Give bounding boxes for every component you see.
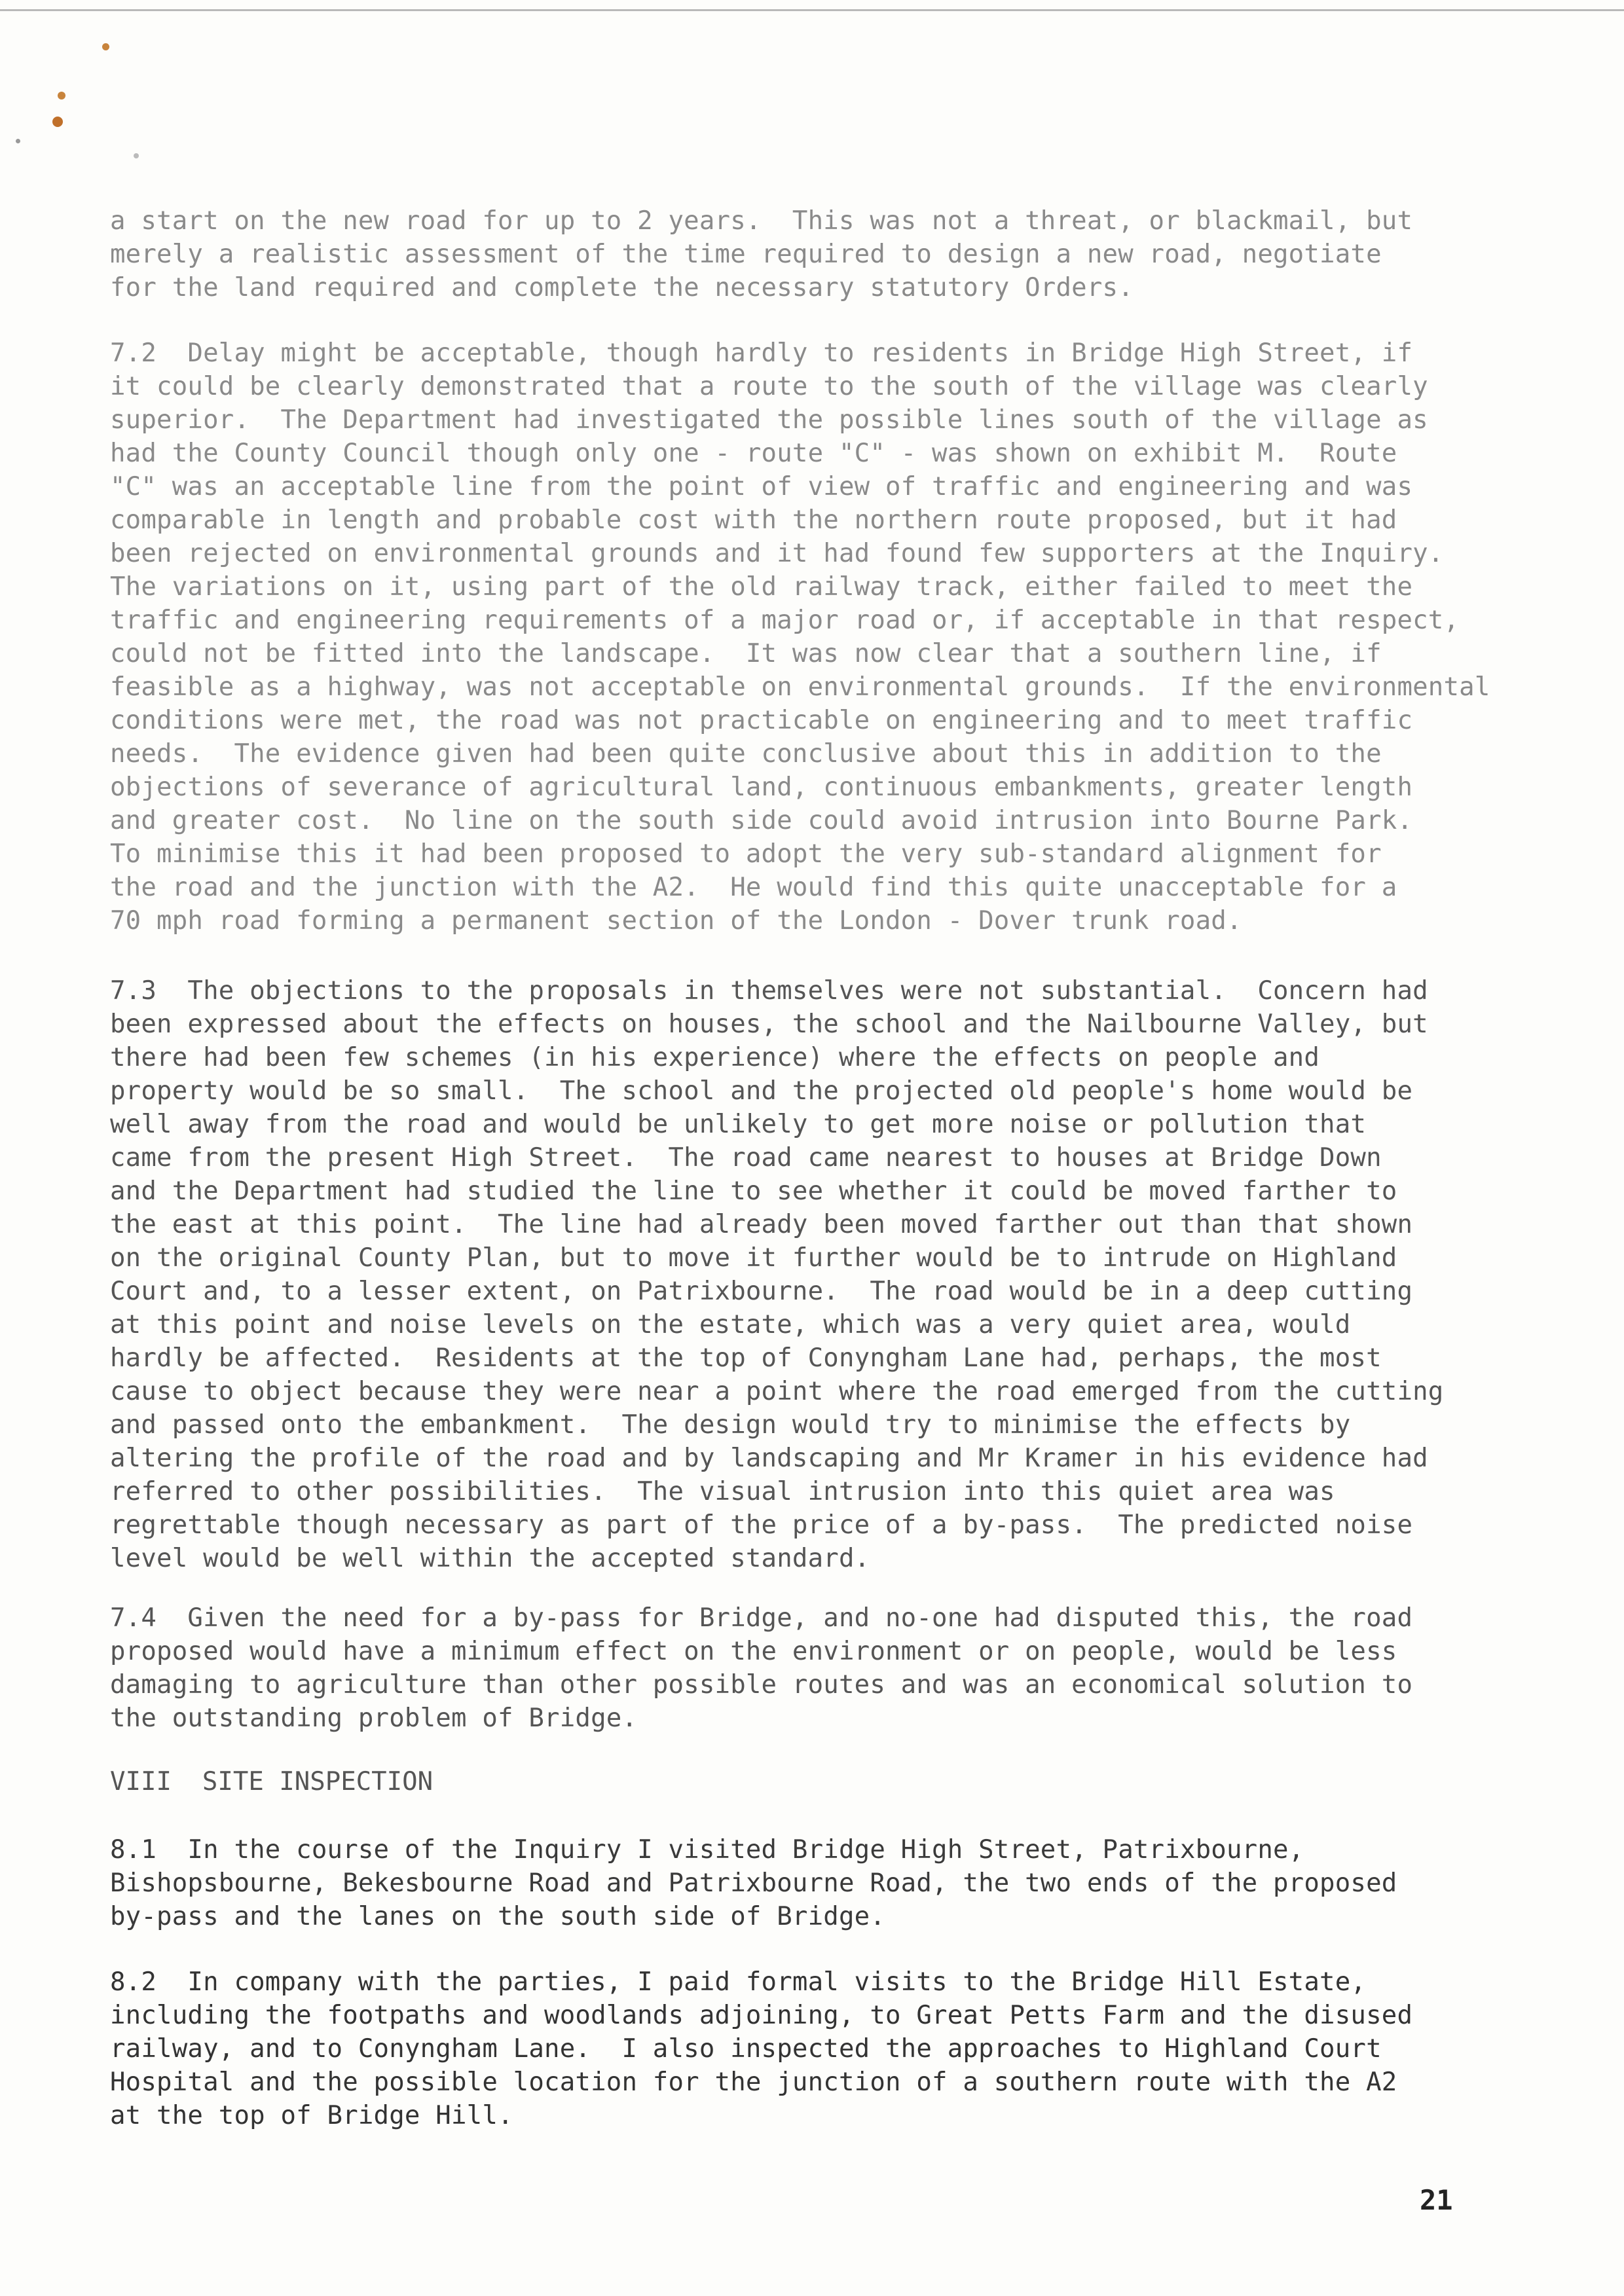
text-line: there had been few schemes (in his experience) where the effects on people and (110, 1043, 1320, 1072)
text-line: altering the profile of the road and by landscaping and Mr Kramer in his evidence had (110, 1444, 1428, 1473)
text-line: The variations on it, using part of the old railway track, either failed to meet the (110, 572, 1413, 602)
text-line: Bishopsbourne, Bekesbourne Road and Patrixbourne Road, the two ends of the proposed (110, 1868, 1397, 1898)
paragraph-7-4 (110, 1601, 1544, 1735)
text-line: well away from the road and would be unlikely to get more noise or pollution that (110, 1110, 1367, 1139)
paragraph-8-1 (110, 1833, 1544, 1933)
text-line: 7.4 Given the need for a by-pass for Bridge, and no-one had disputed this, the road (110, 1603, 1413, 1633)
text-line: by-pass and the lanes on the south side of Bridge. (110, 1902, 885, 1931)
text-line: property would be so small. The school and the projected old people's home would be (110, 1076, 1413, 1106)
text-line: "C" was an acceptable line from the point of view of traffic and engineering and was (110, 472, 1413, 501)
text-line: 7.3 The objections to the proposals in themselves were not substantial. Concern had (110, 976, 1428, 1006)
text-line: been rejected on environmental grounds and it had found few supporters at the Inquiry. (110, 539, 1444, 568)
text-line: had the County Council though only one - route "C" - was shown on exhibit M. Route (110, 439, 1397, 468)
text-line: the road and the junction with the A2. He would find this quite unacceptable for a (110, 873, 1397, 902)
text-line: the east at this point. The line had already been moved farther out than that shown (110, 1210, 1413, 1239)
text-line: feasible as a highway, was not acceptable on environmental grounds. If the environmental (110, 672, 1490, 702)
ink-speck (52, 117, 63, 127)
text-line: 8.2 In company with the parties, I paid formal visits to the Bridge Hill Estate, (110, 1967, 1367, 1997)
text-line: level would be well within the accepted standard. (110, 1544, 870, 1573)
paragraph-8-2 (110, 1965, 1544, 2132)
text-line: came from the present High Street. The road came nearest to houses at Bridge Down (110, 1143, 1382, 1173)
ink-speck (134, 153, 139, 158)
text-line: hardly be affected. Residents at the top of Conyngham Lane had, perhaps, the most (110, 1343, 1382, 1373)
text-line: needs. The evidence given had been quite conclusive about this in addition to the (110, 739, 1382, 769)
ink-speck (102, 43, 109, 50)
text-line: on the original County Plan, but to move it further would be to intrude on Highland (110, 1243, 1397, 1273)
page-number: 21 (1420, 2184, 1453, 2216)
text-line: and greater cost. No line on the south side could avoid intrusion into Bourne Park. (110, 806, 1413, 835)
text-line: regrettable though necessary as part of the price of a by-pass. The predicted noise (110, 1510, 1413, 1540)
text-line: could not be fitted into the landscape. It was now clear that a southern line, if (110, 639, 1382, 668)
text-line: damaging to agriculture than other possible routes and was an economical solution to (110, 1670, 1413, 1700)
text-line: To minimise this it had been proposed to adopt the very sub-standard alignment for (110, 839, 1382, 869)
text-line: traffic and engineering requirements of a major road or, if acceptable in that respect, (110, 606, 1460, 635)
text-line: been expressed about the effects on houses, the school and the Nailbourne Valley, but (110, 1010, 1428, 1039)
text-line: for the land required and complete the necessary statutory Orders. (110, 273, 1134, 302)
ink-speck (16, 139, 20, 143)
text-line: 7.2 Delay might be acceptable, though hardly to residents in Bridge High Street, if (110, 338, 1413, 368)
text-line: a start on the new road for up to 2 years. This was not a threat, or blackmail, but (110, 206, 1413, 236)
text-line: including the footpaths and woodlands adjoining, to Great Petts Farm and the disused (110, 2001, 1413, 2030)
continuation-paragraph (110, 204, 1544, 304)
text-line: Court and, to a lesser extent, on Patrixbourne. The road would be in a deep cutting (110, 1277, 1413, 1306)
section-heading: VIII SITE INSPECTION (110, 1767, 434, 1796)
text-line: and the Department had studied the line to see whether it could be moved farther to (110, 1176, 1397, 1206)
paragraph-7-2 (110, 337, 1544, 938)
paragraph-7-3 (110, 974, 1544, 1575)
text-line: cause to object because they were near a point where the road emerged from the cutting (110, 1377, 1444, 1406)
text-line: proposed would have a minimum effect on the environment or on people, would be less (110, 1637, 1397, 1666)
text-line: it could be clearly demonstrated that a route to the south of the village was clearly (110, 372, 1428, 401)
text-line: superior. The Department had investigated the possible lines south of the village as (110, 405, 1428, 435)
text-line: the outstanding problem of Bridge. (110, 1704, 638, 1733)
text-line: comparable in length and probable cost with the northern route proposed, but it had (110, 505, 1397, 535)
text-line: conditions were met, the road was not practicable on engineering and to meet traffic (110, 706, 1413, 735)
text-line: referred to other possibilities. The visual intrusion into this quiet area was (110, 1477, 1335, 1506)
text-line: merely a realistic assessment of the time required to design a new road, negotiate (110, 240, 1382, 269)
text-line: objections of severance of agricultural land, continuous embankments, greater length (110, 773, 1413, 802)
page-top-edge (0, 9, 1624, 11)
text-line: Hospital and the possible location for the junction of a southern route with the A2 (110, 2068, 1397, 2097)
text-line: at the top of Bridge Hill. (110, 2101, 513, 2130)
text-line: railway, and to Conyngham Lane. I also inspected the approaches to Highland Court (110, 2034, 1382, 2064)
text-line: 70 mph road forming a permanent section of the London - Dover trunk road. (110, 906, 1242, 936)
text-line: and passed onto the embankment. The design would try to minimise the effects by (110, 1410, 1351, 1440)
text-line: at this point and noise levels on the estate, which was a very quiet area, would (110, 1310, 1351, 1339)
ink-speck (58, 92, 65, 100)
text-line: 8.1 In the course of the Inquiry I visited Bridge High Street, Patrixbourne, (110, 1835, 1304, 1865)
